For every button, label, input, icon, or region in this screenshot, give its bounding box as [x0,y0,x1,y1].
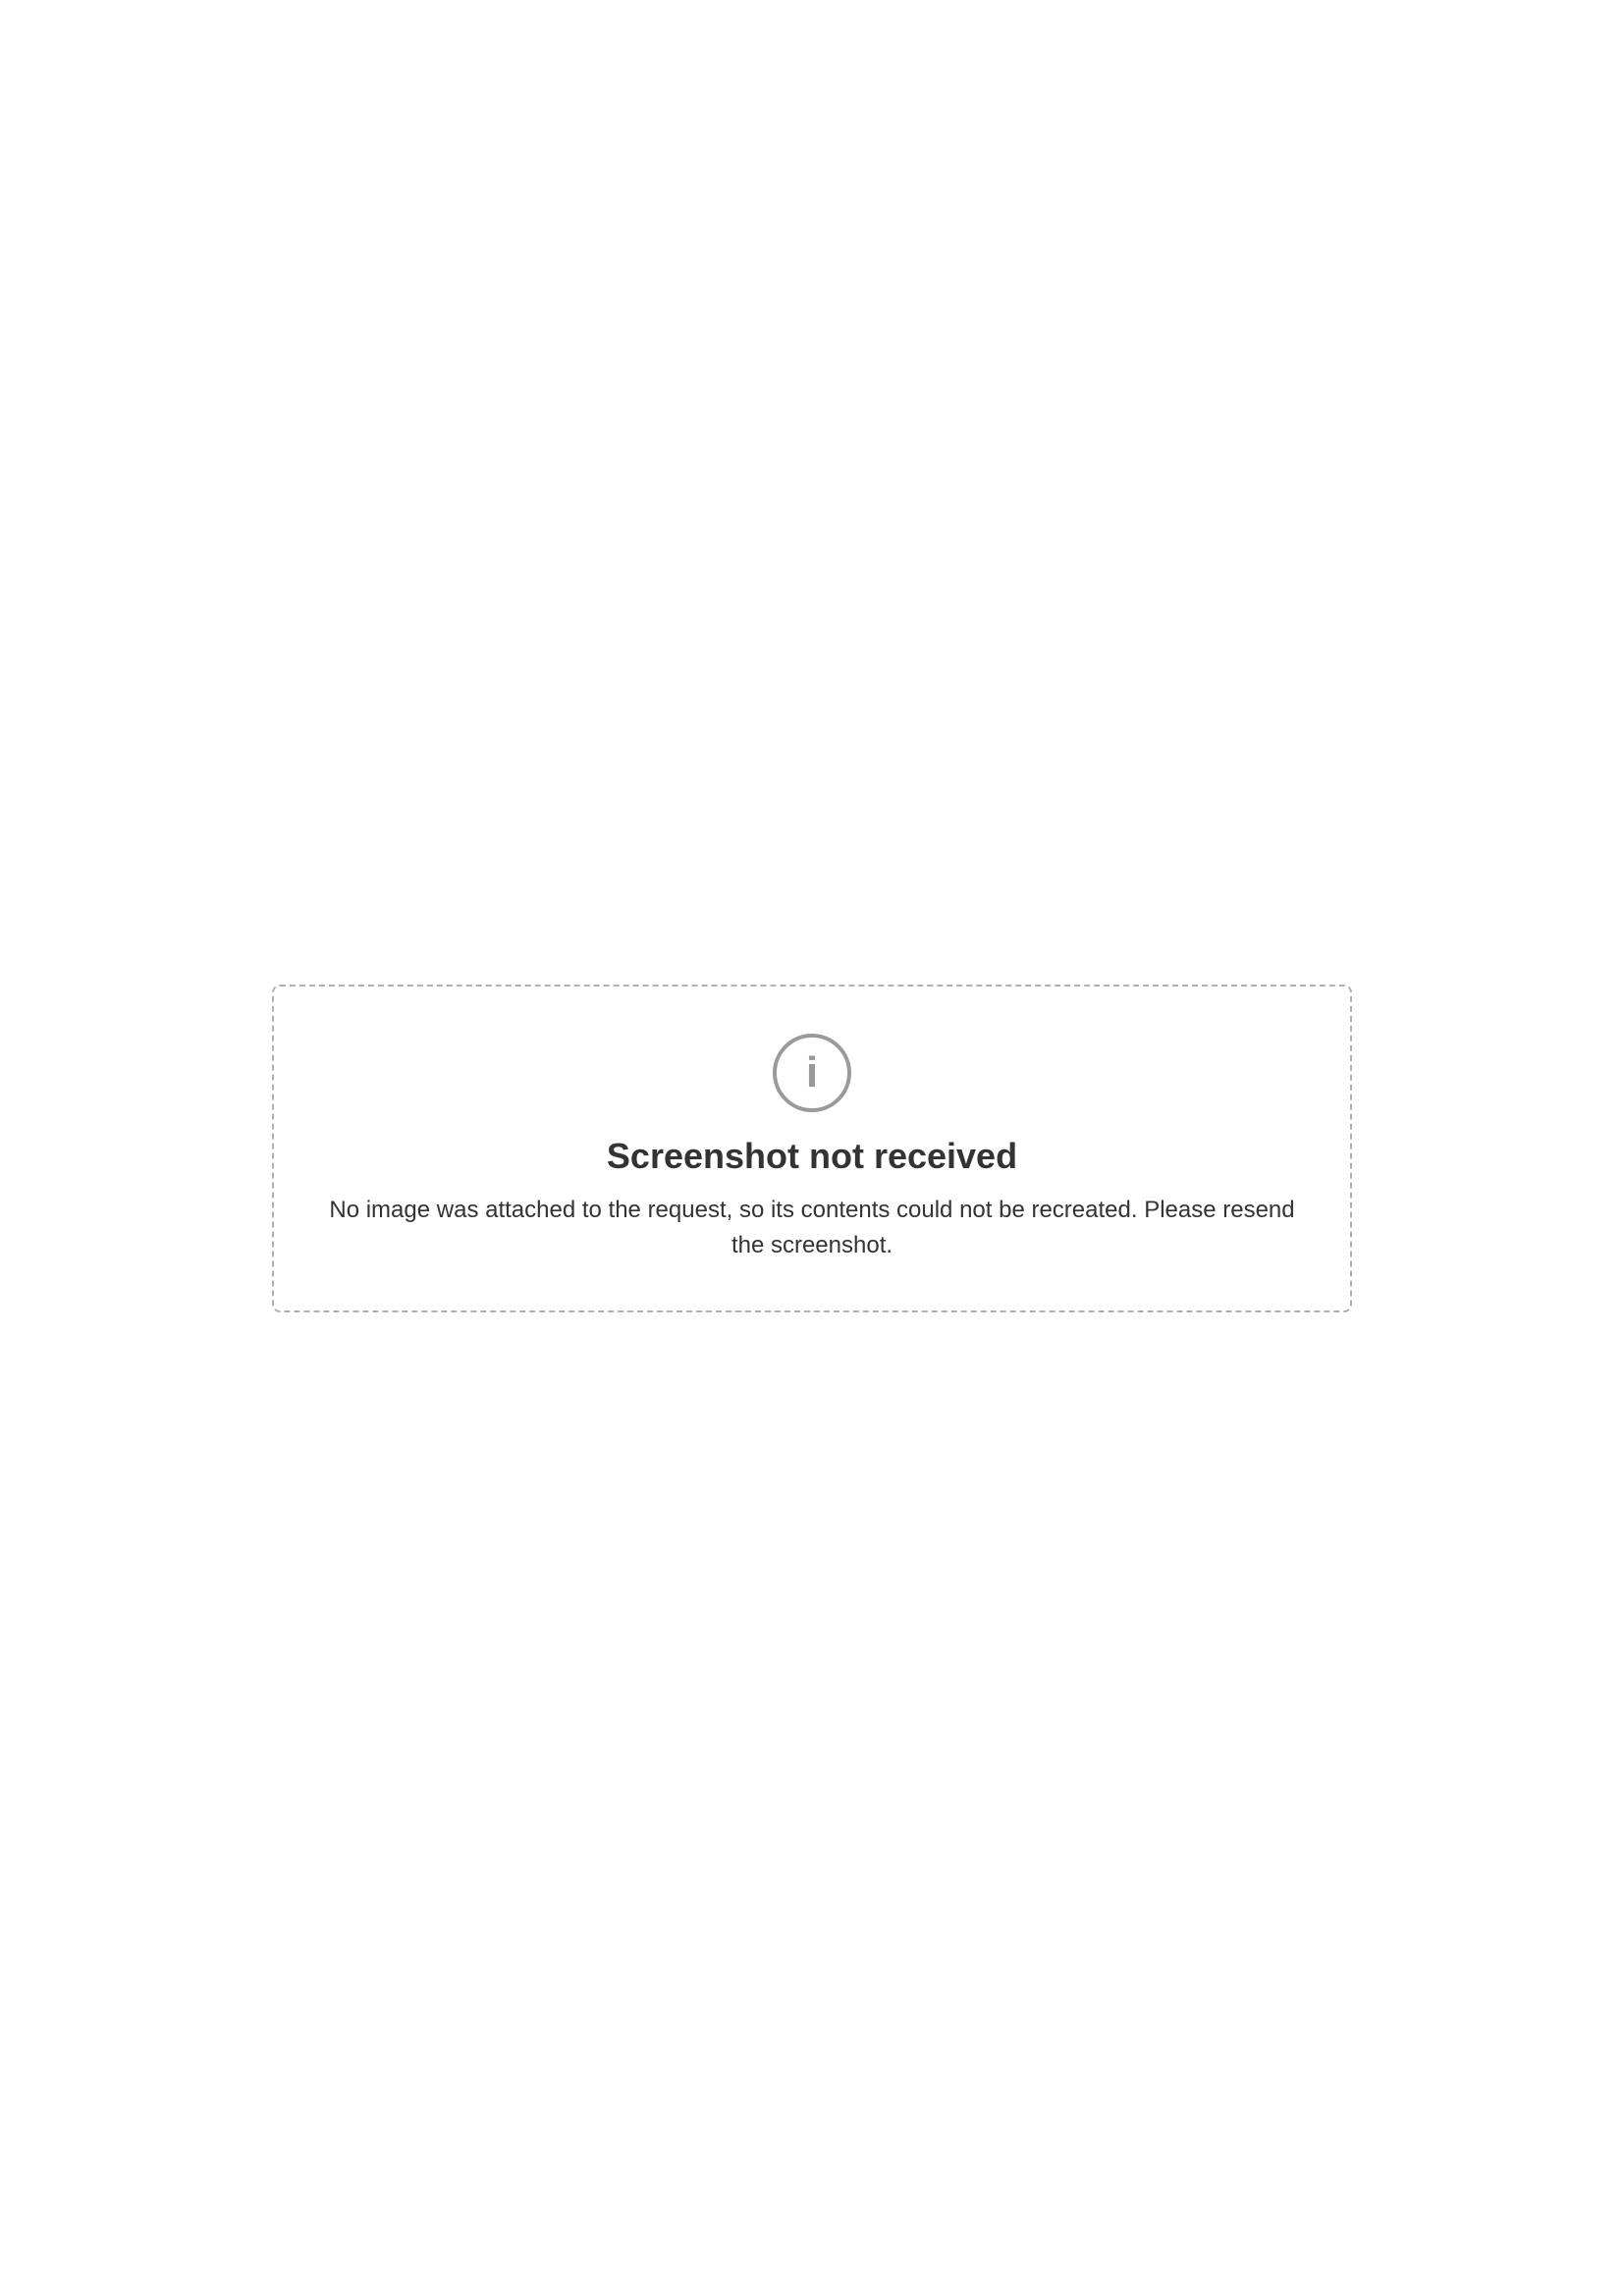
notice-title: Screenshot not received [606,1135,1018,1176]
info-icon: i [773,1034,851,1112]
notice-text: No image was attached to the request, so its contents could not be recreated. Please resend the screenshot. [329,1196,1295,1258]
missing-image-notice [272,985,1352,1312]
